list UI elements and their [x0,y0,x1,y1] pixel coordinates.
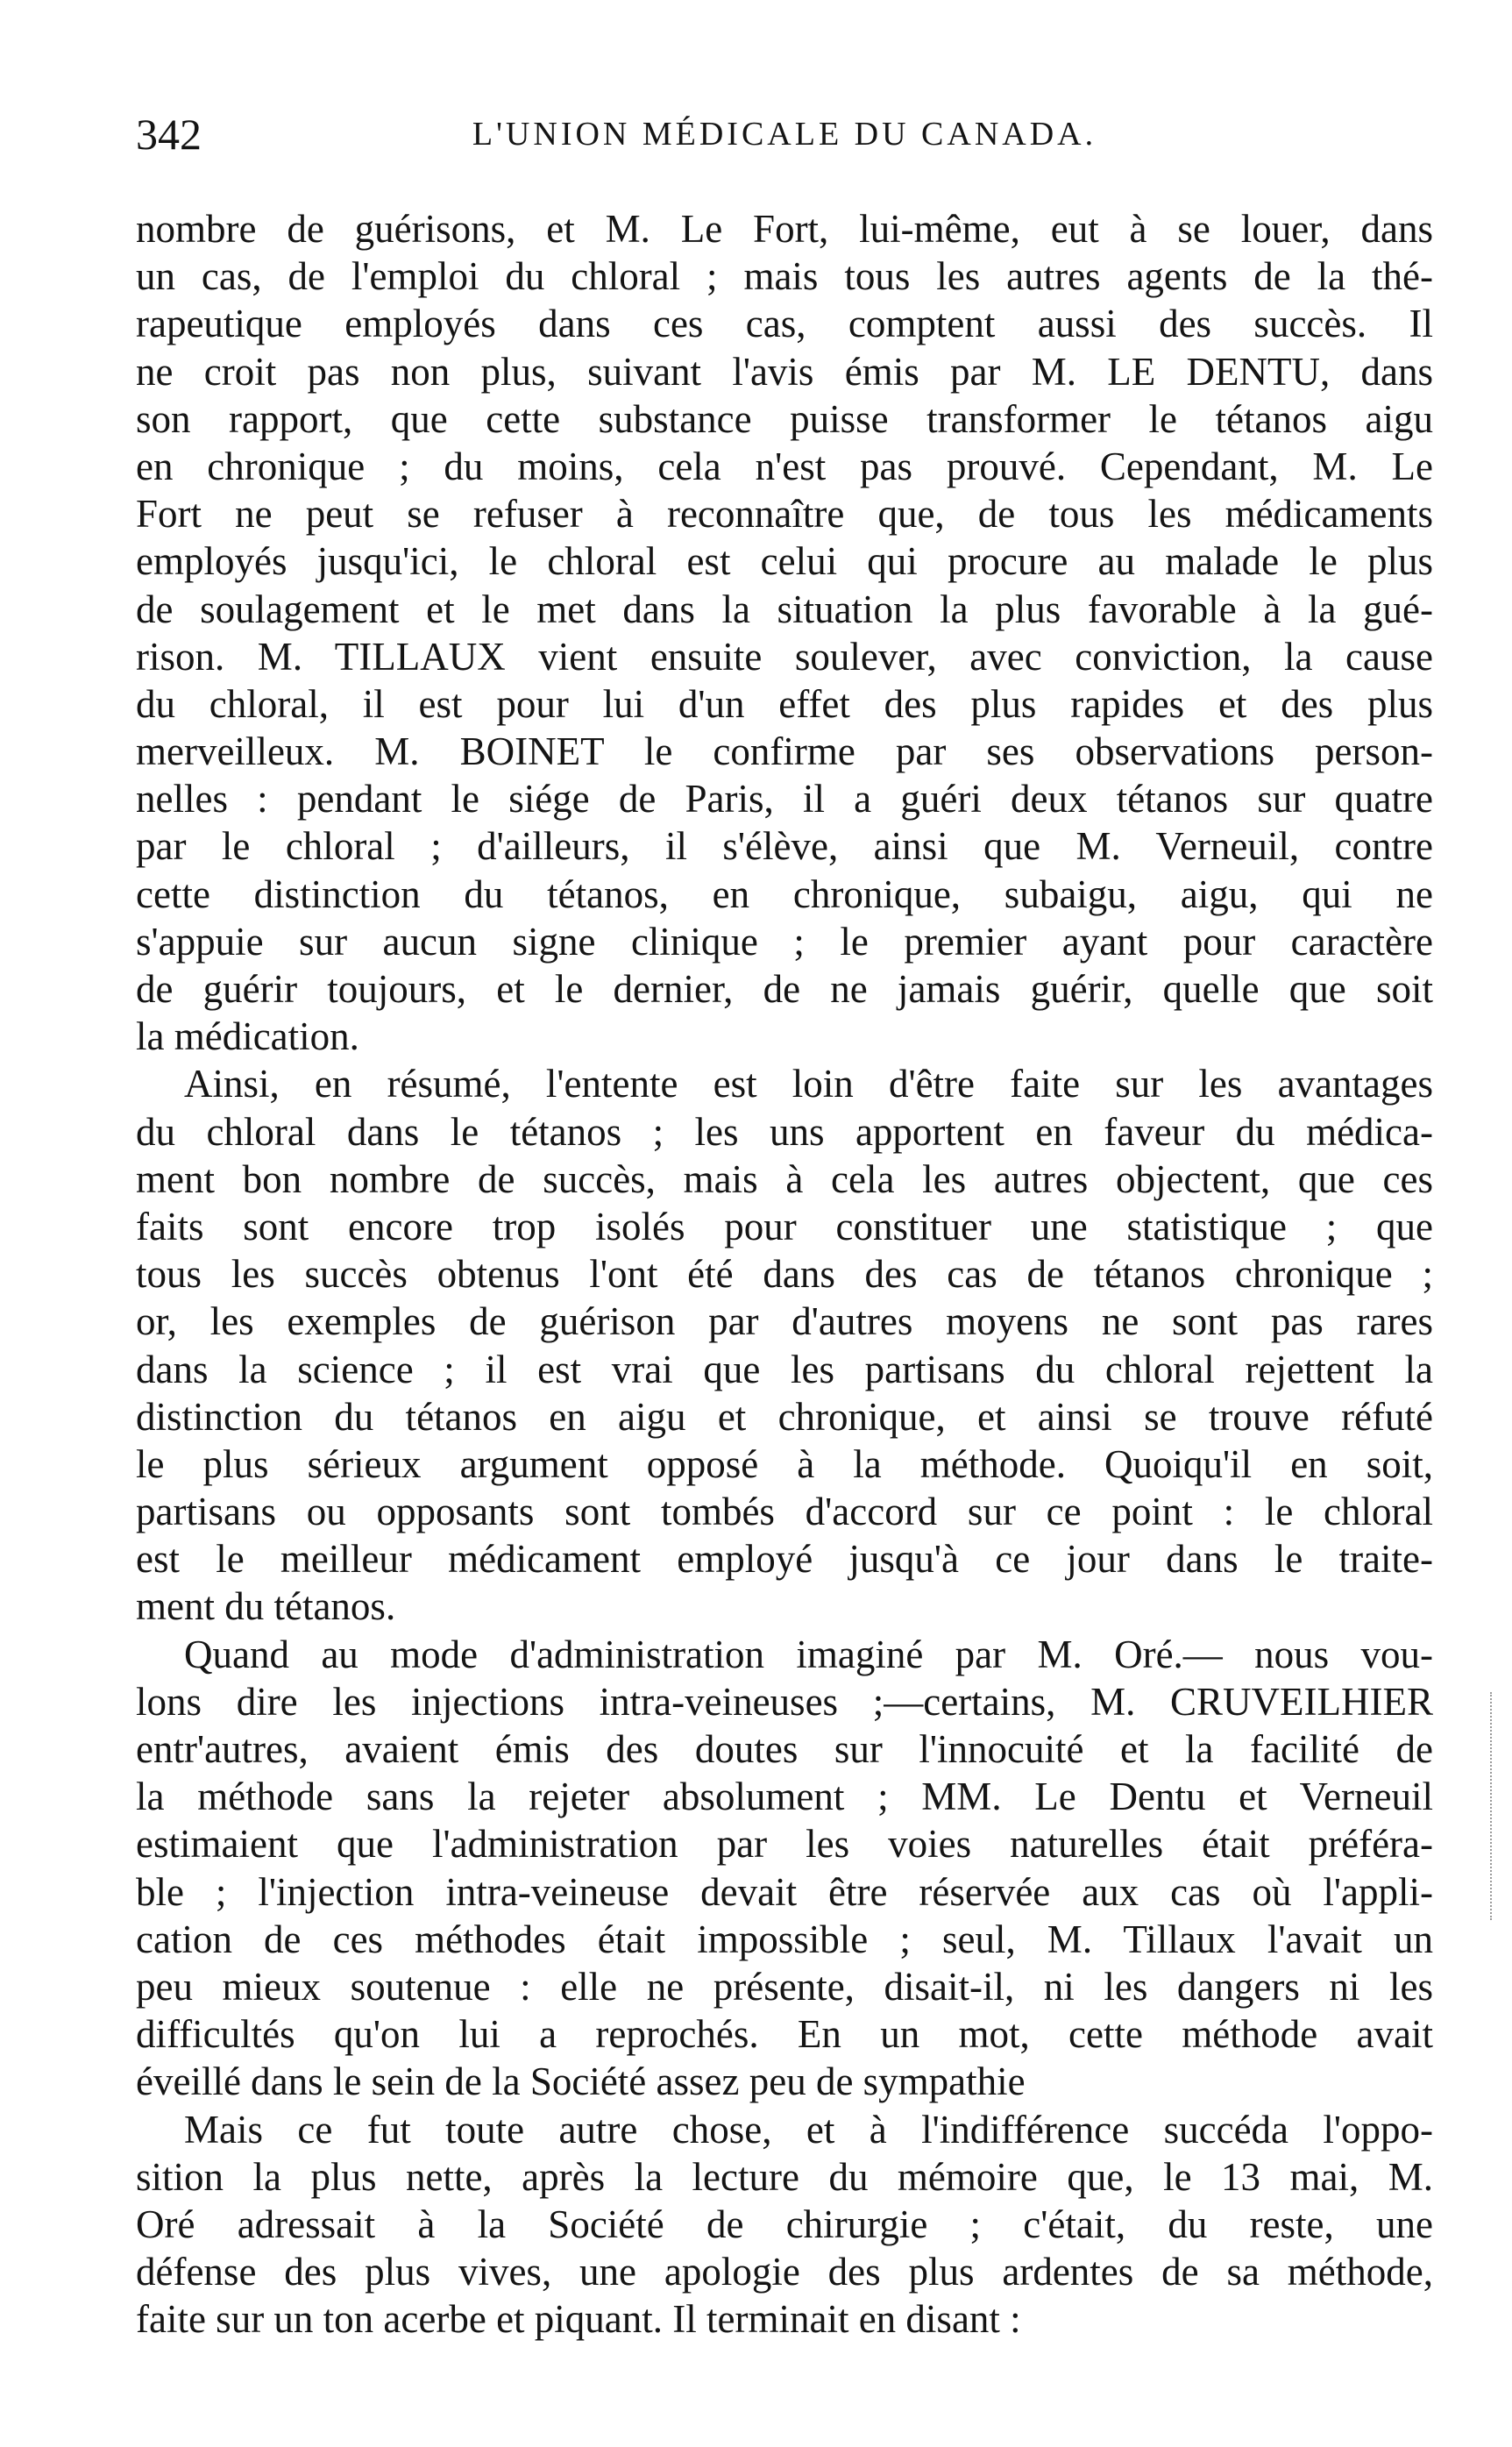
text-line: défense des plus vives, une apologie des plus ardentes de sa méthode, [136,2250,1433,2294]
text-line: du chloral dans le tétanos ; les uns apportent en faveur du médica- [136,1109,1433,1154]
text-line: de soulagement et le met dans la situation la plus favorable à la gué- [136,587,1433,631]
text-line: nelles : pendant le siége de Paris, il a guéri deux tétanos sur quatre [136,777,1433,822]
text-line: cette distinction du tétanos, en chronique, subaigu, aigu, qui ne [136,871,1433,916]
text-line: lons dire les injections intra-veineuses ;—certains, M. CRUVEILHIER [136,1679,1433,1724]
text-line: est le meilleur médicament employé jusqu'à ce jour dans le traite- [136,1537,1433,1582]
text-line: faits sont encore trop isolés pour constituer une statistique ; que [136,1204,1433,1248]
text-line: nombre de guérisons, et M. Le Fort, lui-même, eut à se louer, dans [136,207,1433,251]
text-line: un cas, de l'emploi du chloral ; mais tous les autres agents de la thé- [136,254,1433,299]
text-line: Fort ne peut se refuser à reconnaître que, de tous les médicaments [136,492,1433,537]
paragraph [136,1631,1433,2106]
journal-title: L'UNION MÉDICALE DU CANADA. [472,116,1097,153]
text-line: tous les succès obtenus l'ont été dans des cas de tétanos chronique ; [136,1252,1433,1297]
text-line: estimaient que l'administration par les voies naturelles était préféra- [136,1822,1433,1867]
text-line: la méthode sans la rejeter absolument ; MM. Le Dentu et Verneuil [136,1775,1433,1819]
scan-edge-mark [1490,1692,1494,1920]
text-line: ment du tétanos. [136,1584,396,1629]
text-line: distinction du tétanos en aigu et chronique, et ainsi se trouve réfuté [136,1394,1433,1439]
text-line: de guérir toujours, et le dernier, de ne jamais guérir, quelle que soit [136,967,1433,1011]
text-line: merveilleux. M. BOINET le confirme par ses observations person- [136,729,1433,774]
text-line: ment bon nombre de succès, mais à cela les autres objectent, que ces [136,1156,1433,1201]
text-line: en chronique ; du moins, cela n'est pas prouvé. Cependant, M. Le [136,444,1433,488]
text-line: le plus sérieux argument opposé à la méthode. Quoiqu'il en soit, [136,1441,1433,1486]
text-line: sition la plus nette, après la lecture du mémoire que, le 13 mai, M. [136,2154,1433,2199]
text-line: la médication. [136,1014,359,1059]
page-number: 342 [136,110,202,159]
text-line: éveillé dans le sein de la Société assez peu de sympathie [136,2059,1026,2104]
text-line: dans la science ; il est vrai que les partisans du chloral rejettent la [136,1347,1433,1391]
text-line: employés jusqu'ici, le chloral est celui qui procure au malade le plus [136,539,1433,584]
text-line: Ainsi, en résumé, l'entente est loin d'être faite sur les avantages [184,1062,1433,1106]
text-line: or, les exemples de guérison par d'autres moyens ne sont pas rares [136,1299,1433,1344]
text-line: cation de ces méthodes était impossible ; seul, M. Tillaux l'avait un [136,1917,1433,1961]
text-line: du chloral, il est pour lui d'un effet des plus rapides et des plus [136,681,1433,726]
text-line: Quand au mode d'administration imaginé par M. Oré.— nous vou- [184,1632,1433,1676]
text-line: partisans ou opposants sont tombés d'accord sur ce point : le chloral [136,1490,1433,1534]
text-line: s'appuie sur aucun signe clinique ; le premier ayant pour caractère [136,919,1433,964]
text-line: faite sur un ton acerbe et piquant. Il terminait en disant : [136,2297,1021,2342]
text-line: rison. M. TILLAUX vient ensuite soulever, avec conviction, la cause [136,634,1433,679]
paragraph [136,1060,1433,1630]
text-line: ble ; l'injection intra-veineuse devait être réservée aux cas où l'appli- [136,1869,1433,1914]
text-line: Oré adressait à la Société de chirurgie ; c'était, du reste, une [136,2202,1433,2246]
text-line: ne croit pas non plus, suivant l'avis émis par M. LE DENTU, dans [136,349,1433,394]
text-line: rapeutique employés dans ces cas, comptent aussi des succès. Il [136,302,1433,346]
text-line: entr'autres, avaient émis des doutes sur l'innocuité et la facilité de [136,1727,1433,1771]
text-line: Mais ce fut toute autre chose, et à l'indifférence succéda l'oppo- [184,2107,1433,2152]
text-line: difficultés qu'on lui a reprochés. En un mot, cette méthode avait [136,2012,1433,2057]
text-line: peu mieux soutenue : elle ne présente, disait-il, ni les dangers ni les [136,1964,1433,2009]
text-line: son rapport, que cette substance puisse transformer le tétanos aigu [136,396,1433,441]
text-line: par le chloral ; d'ailleurs, il s'élève, ainsi que M. Verneuil, contre [136,824,1433,869]
body-text [136,205,1433,2343]
paragraph [136,2106,1433,2344]
running-head [136,103,1433,165]
paragraph [136,205,1433,1060]
